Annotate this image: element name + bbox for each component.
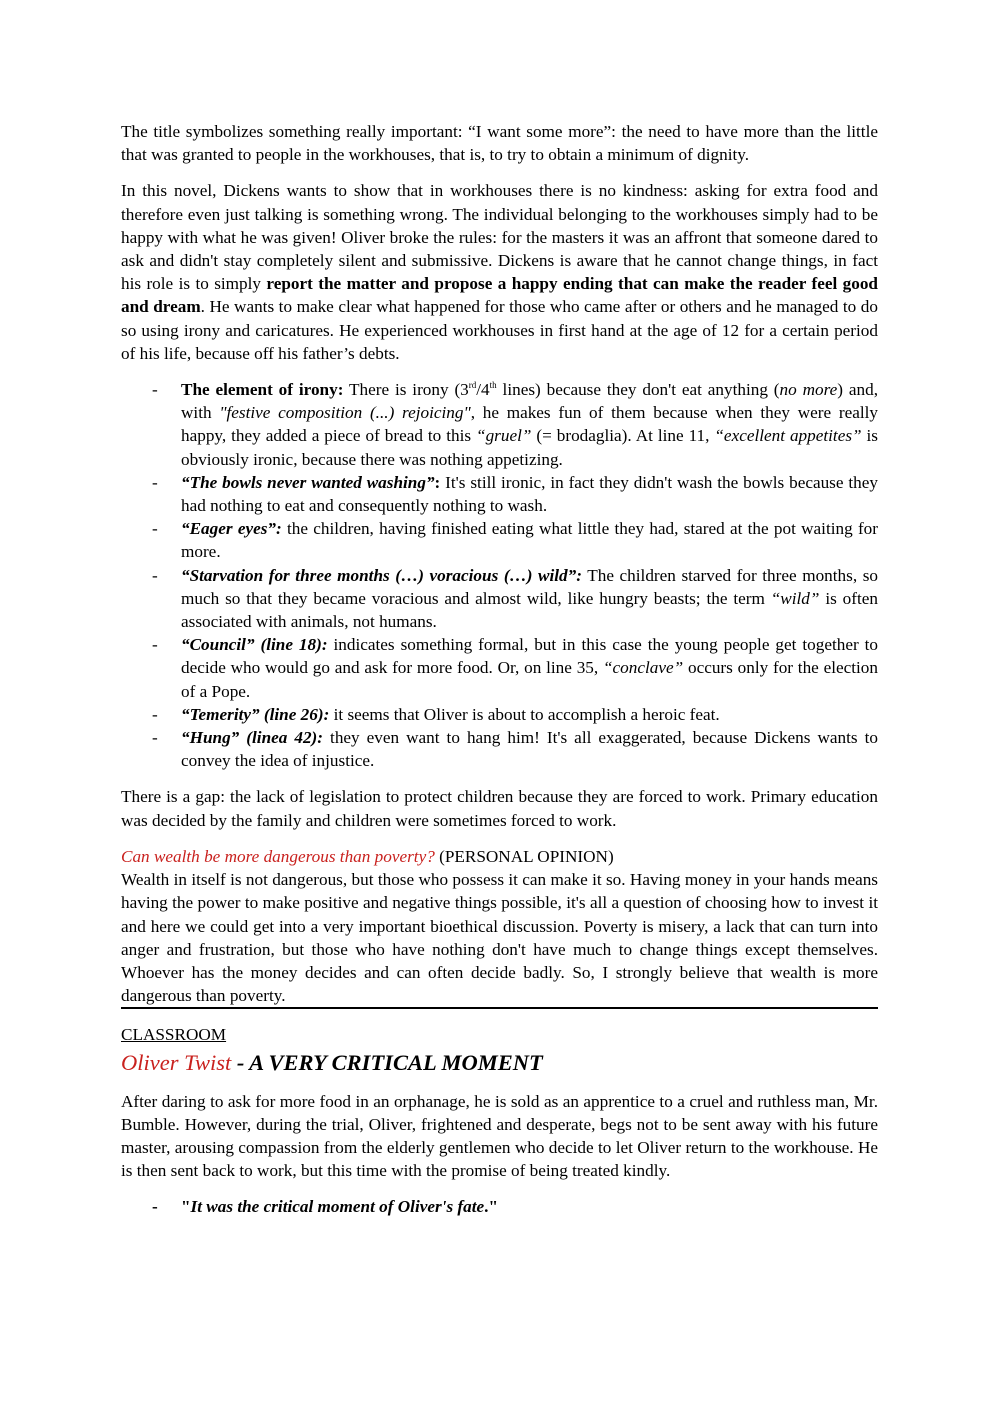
intro-p2-bold: report the matter and propose a happy ending that can make the reader feel good and dream bbox=[121, 274, 878, 317]
list-item-temerity bbox=[121, 703, 878, 726]
opinion-question: Can wealth be more dangerous than poverty? bbox=[121, 846, 435, 866]
item-text: occurs only for the election of a Pope. bbox=[181, 658, 878, 701]
superscript: th bbox=[489, 380, 497, 391]
opinion-paragraph: Wealth in itself is not dangerous, but those who possess it can make it so. Having money in your hands means having the power to make positive and negative things possible, it's all a question of choosing how to invest it and here we could get into a very important bioethical discussion. Poverty is misery, a lack that can turn into anger and frustration, but those who have nothing don't have much to change things except themselves. Whoever has the money decides and can often decide badly. So, I strongly believe that wealth is more dangerous than poverty. bbox=[121, 870, 878, 1006]
intro-paragraph-2 bbox=[121, 179, 878, 365]
intro-paragraph-1: The title symbolizes something really important: “I want some more”: the need to have more than the little that was granted to people in the workhouses, that is, to try to obtain a minimum of dignity. bbox=[121, 122, 878, 165]
item-italic: "festive composition (...) rejoicing" bbox=[219, 403, 471, 423]
dash-bullet: - bbox=[152, 472, 158, 492]
item-text: The children starved for three months, so much so that they became voracious and almost wild, like hungry beasts; the term bbox=[181, 565, 878, 608]
list-item-quote bbox=[121, 1195, 878, 1218]
item-italic: “excellent appetites” bbox=[714, 426, 862, 446]
opinion-heading bbox=[121, 845, 878, 868]
opinion-tag: (PERSONAL OPINION) bbox=[434, 846, 614, 866]
item-italic: “wild” bbox=[770, 588, 820, 608]
intro-p2-end: . He wants to make clear what happened for those who came after or others and he managed to do so using irony and caricatures. He experienced workhouses in first hand at the age of 12 for a certain period of his life, because off his father’s debts. bbox=[121, 297, 878, 363]
item-text: (= brodaglia). At line 11, bbox=[531, 426, 715, 446]
item-italic: no more bbox=[779, 380, 838, 400]
quote-mark: ." bbox=[484, 1197, 498, 1217]
list-item-eager-eyes bbox=[121, 517, 878, 563]
dash-bullet: - bbox=[152, 565, 158, 585]
item-text: lines) because they don't eat anything ( bbox=[496, 380, 780, 400]
item-text: is often associated with animals, not humans. bbox=[181, 588, 878, 632]
item-italic: “gruel” bbox=[476, 426, 532, 446]
dash-bullet: - bbox=[152, 635, 158, 655]
item-text: indicates something formal, but in this case the young people get together to decide who would go and ask for more food. Or, on line 35, bbox=[181, 635, 879, 678]
item-label: “Hung” (linea 42): bbox=[181, 728, 324, 748]
item-label: “Temerity” (line 26): bbox=[181, 704, 330, 724]
item-label: “The bowls never wanted washing” bbox=[181, 472, 435, 492]
dash-bullet: - bbox=[152, 380, 158, 400]
title-rest: - A VERY CRITICAL MOMENT bbox=[231, 1049, 543, 1075]
classroom-label: CLASSROOM bbox=[121, 1025, 227, 1045]
quote-list bbox=[121, 1195, 878, 1218]
item-italic: “conclave” bbox=[602, 658, 684, 678]
intro-p2-start: In this novel, Dickens wants to show that in workhouses there is no kindness: asking for extra food and therefore even just talking is something wrong. The individual belonging to the workhouses simply had to be happy with what he was given! Oliver broke the rules: for the masters it was an affront that someone dared to ask and didn't stay completely silent and submissive. Dickens is aware that he cannot change things, in fact his role is to simply bbox=[121, 181, 878, 294]
quote-mark: " bbox=[181, 1197, 191, 1217]
item-text: It's still ironic, in fact they didn't wash the bowls because they had nothing to eat and consequently nothing to wash. bbox=[181, 472, 878, 516]
item-text: , he makes fun of them because when they were really happy, they added a piece of bread to this bbox=[181, 403, 878, 446]
title-book-name: Oliver Twist bbox=[121, 1049, 232, 1075]
item-label: “Eager eyes”: bbox=[181, 519, 282, 539]
item-label: “Starvation for three months (…) voracious (…) wild”: bbox=[181, 565, 582, 585]
dash-bullet: - bbox=[152, 704, 158, 724]
dash-bullet: - bbox=[152, 519, 158, 539]
list-item-irony bbox=[121, 378, 878, 471]
dash-bullet: - bbox=[152, 1197, 158, 1217]
classroom-paragraph: After daring to ask for more food in an orphanage, he is sold as an apprentice to a cruel and ruthless man, Mr. Bumble. However, during the trial, Oliver, frightened and desperate, begs not to be sent away with his future master, arousing compassion from the elderly gentlemen who decide to let Oliver return to the workhouse. He is then sent back to work, but this time with the promise of being treated kindly. bbox=[121, 1091, 878, 1181]
dash-bullet: - bbox=[152, 728, 158, 748]
item-text: /4 bbox=[476, 380, 490, 400]
list-item-council bbox=[121, 633, 878, 703]
item-text: is obviously ironic, because there was nothing appetizing. bbox=[181, 426, 879, 469]
list-item-bowls bbox=[121, 471, 878, 517]
list-item-starvation bbox=[121, 564, 878, 634]
item-text: the children, having finished eating what little they had, stared at the pot waiting for more. bbox=[181, 519, 878, 562]
item-text: it seems that Oliver is about to accomplish a heroic feat. bbox=[329, 704, 720, 724]
document-body bbox=[121, 120, 878, 1219]
analysis-list bbox=[121, 378, 878, 772]
item-text: ) and, with bbox=[181, 380, 879, 423]
gap-paragraph: There is a gap: the lack of legislation to protect children because they are forced to work. Primary education was decided by the family and children were sometimes forced to work. bbox=[121, 787, 878, 830]
section-divider bbox=[121, 1007, 878, 1009]
item-label: “Council” (line 18): bbox=[181, 635, 328, 655]
list-item-hung bbox=[121, 726, 878, 772]
item-text: they even want to hang him! It's all exaggerated, because Dickens wants to convey the idea of injustice. bbox=[181, 728, 878, 771]
item-text: There is irony (3 bbox=[343, 380, 469, 400]
quote-text: It was the critical moment of Oliver's fate bbox=[190, 1197, 485, 1217]
section-title bbox=[121, 1048, 878, 1078]
superscript: rd bbox=[468, 380, 477, 391]
item-colon: : bbox=[434, 472, 441, 492]
item-label: The element of irony: bbox=[181, 380, 344, 400]
